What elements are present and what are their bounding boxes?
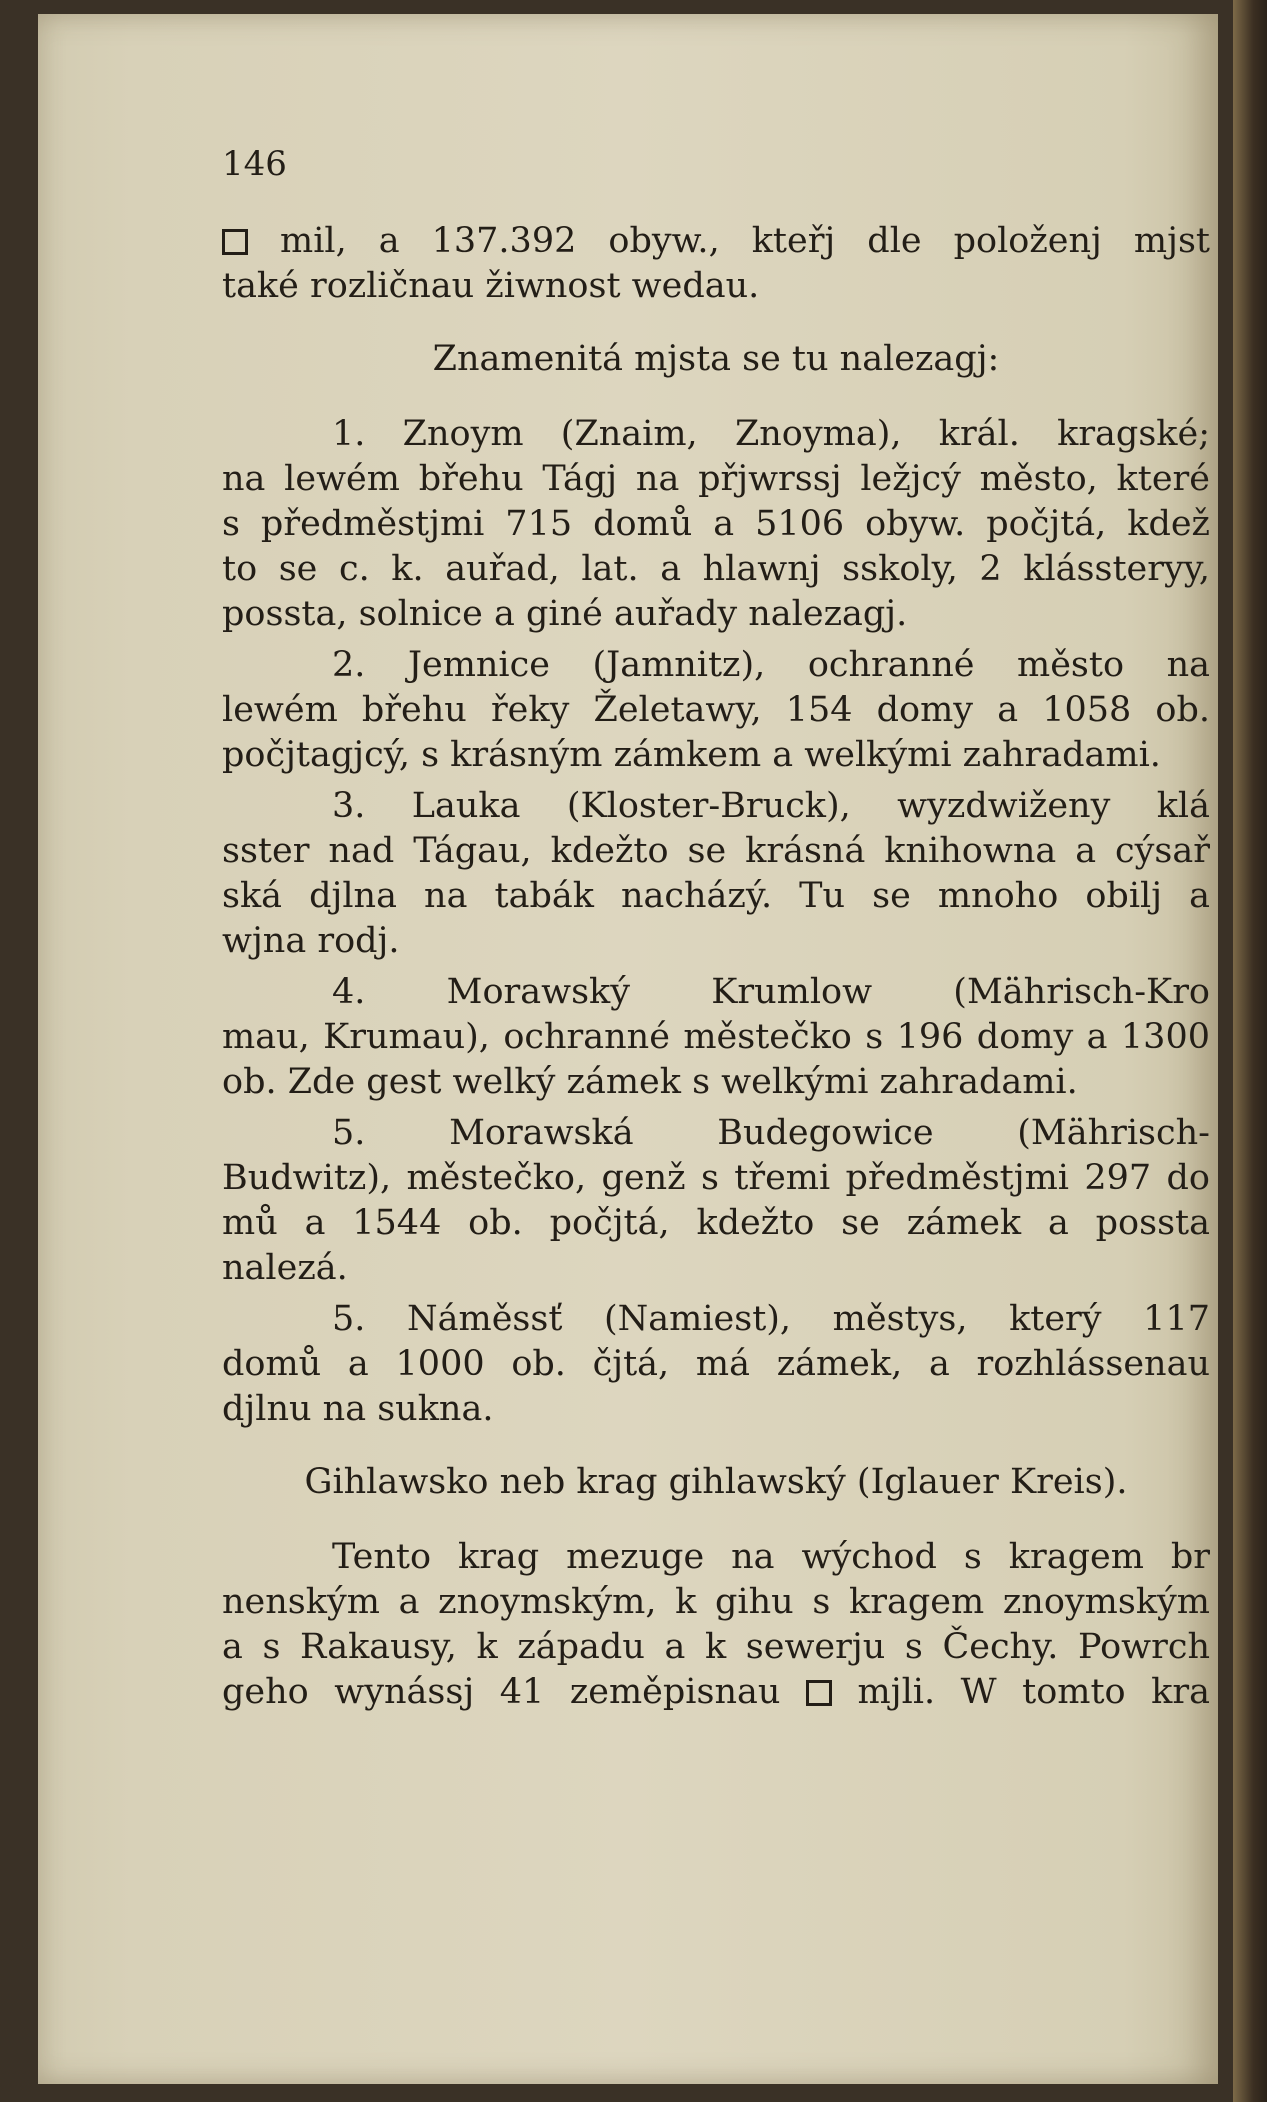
entry-jemnice: 2. Jemnice (Jamnitz), ochranné město na lewém břehu řeky Želetawy, 154 domy a 1058 ob. počjtagjcý, s krásným zámkem a welkými zahradami. bbox=[222, 645, 1210, 775]
text-line: mil, a 137.392 obyw., kteřj dle položenj mjst bbox=[222, 219, 1210, 264]
entry-budejovice: 5. Morawská Budegowice (Mährisch- Budwitz), městečko, genž s třemi předměstjmi 297 do mů a 1544 ob. počjtá, kdežto se zámek a possta nalezá. bbox=[222, 1113, 1210, 1288]
square-symbol-icon bbox=[806, 1680, 832, 1706]
book-spine bbox=[1233, 0, 1267, 2102]
square-symbol-icon bbox=[222, 229, 248, 255]
entry-krumlov: 4. Morawský Krumlow (Mährisch-Kro mau, Krumau), ochranné městečko s 196 domy a 1300 ob. Zde gest welký zámek s welkými zahradami. bbox=[222, 972, 1210, 1102]
text-line: také rozličnau žiwnost wedau. bbox=[222, 266, 760, 306]
section-heading: Gihlawsko neb krag gihlawský (Iglauer Kreis). bbox=[304, 1462, 1128, 1502]
text-line: geho wynássj 41 zeměpisnau mjli. W tomto kra bbox=[222, 1672, 1210, 1712]
entry-namest: 5. Náměssť (Namiest), městys, který 117 domů a 1000 ob. čjtá, má zámek, a rozhlássenau djlnu na sukna. bbox=[222, 1299, 1210, 1429]
page-text bbox=[222, 142, 1210, 1715]
entry-louka: 3. Lauka (Kloster-Bruck), wyzdwiženy klá sster nad Tágau, kdežto se krásná knihowna a cýsař ská djlna na tabák nacházý. Tu se mnoho obilj a wjna rodj. bbox=[222, 786, 1210, 961]
page-number: 146 bbox=[222, 144, 287, 184]
entry-znojmo: 1. Znoym (Znaim, Znoyma), král. kragské; na lewém břehu Tágj na přjwrssj ležjcý město, které s předměstjmi 715 domů a 5106 obyw. počjtá, kdež to se c. k. auřad, lat. a hlawnj sskoly, 2 klássteryy, possta, solnice a giné auřady nalezagj. bbox=[222, 414, 1210, 634]
section-heading: Znamenitá mjsta se tu nalezagj: bbox=[432, 339, 1000, 379]
book-page bbox=[38, 14, 1218, 2084]
region-description: Tento krag mezuge na wýchod s kragem br nenským a znoymským, k gihu s kragem znoymským a s Rakausy, k západu a k sewerju s Čechy. Powrch geho wynássj 41 zeměpisnau mjli. W tomto kra bbox=[222, 1535, 1210, 1715]
